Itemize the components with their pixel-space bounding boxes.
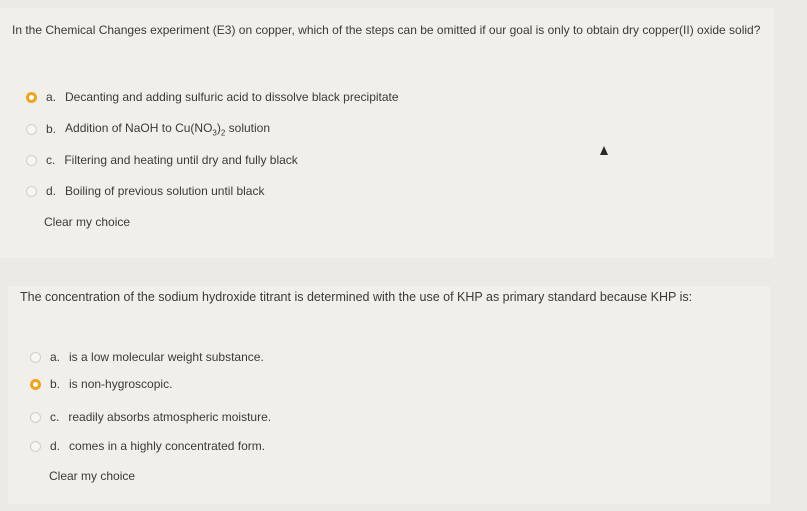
q1-option-d-letter: d. — [46, 184, 57, 198]
q1-option-a-letter: a. — [46, 90, 57, 104]
q1-radio-d[interactable] — [26, 186, 37, 197]
q1-option-b[interactable] — [26, 121, 270, 137]
q2-radio-a[interactable] — [30, 352, 41, 363]
q2-option-d[interactable] — [30, 439, 265, 453]
q2-option-a[interactable] — [30, 350, 264, 364]
q2-option-b-letter: b. — [50, 377, 61, 391]
q2-option-b[interactable] — [30, 377, 172, 391]
q2-option-c-label: readily absorbs atmospheric moisture. — [68, 410, 272, 424]
q1-option-b-letter: b. — [46, 122, 57, 137]
q2-radio-d[interactable] — [30, 441, 41, 452]
q2-clear-choice-link[interactable]: Clear my choice — [49, 469, 136, 483]
q2-option-d-label: comes in a highly concentrated form. — [69, 439, 266, 453]
q1-radio-a[interactable] — [26, 92, 37, 103]
q2-option-d-letter: d. — [50, 439, 61, 453]
question-1-text: In the Chemical Changes experiment (E3) on copper, which of the steps can be omitted if our goal is only to obtain dry copper(II) oxide solid? — [12, 23, 761, 37]
q1-radio-b[interactable] — [26, 124, 37, 135]
q2-option-a-letter: a. — [50, 350, 61, 364]
q1-option-c[interactable] — [26, 153, 298, 167]
q2-radio-c[interactable] — [30, 412, 41, 423]
q1-radio-c[interactable] — [26, 155, 37, 166]
q2-option-a-label: is a low molecular weight substance. — [69, 350, 264, 364]
q1-option-d-label: Boiling of previous solution until black — [65, 184, 265, 198]
q2-option-b-label: is non-hygroscopic. — [69, 377, 173, 391]
q2-option-c[interactable] — [30, 410, 271, 424]
question-2-text: The concentration of the sodium hydroxide titrant is determined with the use of KHP as primary standard because KHP is: — [20, 290, 693, 304]
question-2-card — [8, 286, 770, 504]
question-1-card — [0, 8, 774, 258]
q1-clear-choice-link[interactable]: Clear my choice — [44, 215, 131, 229]
q1-option-a-label: Decanting and adding sulfuric acid to dissolve black precipitate — [65, 90, 399, 104]
mouse-cursor-icon — [600, 146, 608, 155]
q2-option-c-letter: c. — [50, 410, 60, 424]
q1-option-c-label: Filtering and heating until dry and fully black — [64, 153, 298, 167]
q1-option-c-letter: c. — [46, 153, 56, 167]
q1-option-a[interactable] — [26, 90, 399, 104]
q2-radio-b[interactable] — [30, 379, 41, 390]
q1-option-d[interactable] — [26, 184, 264, 198]
q1-option-b-label: Addition of NaOH to $Cu(NO_3)_2$ solution — [65, 121, 271, 138]
